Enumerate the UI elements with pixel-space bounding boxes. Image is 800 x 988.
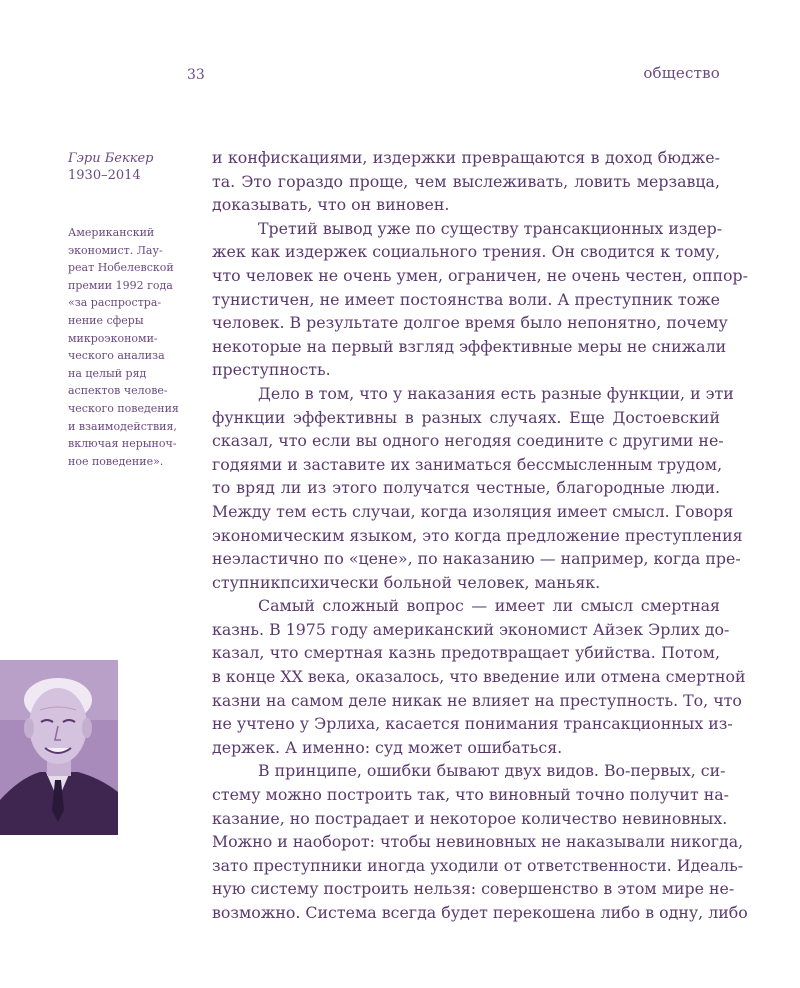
section-title: общество (643, 64, 720, 82)
text-line: тунистичен, не имеет постоянства воли. А преступник тоже (212, 289, 720, 309)
text-line: человек. В результате долгое время было непонятно, почему (212, 313, 728, 333)
text-line: в конце XX века, оказалось, что введение или отмена смертной (212, 667, 746, 687)
text-line: ступникпсихически больной человек, маньяк. (212, 572, 601, 592)
text-line: Между тем есть случаи, когда изоляция имеет смысл. Говоря (212, 501, 734, 521)
text-line: казал, что смертная казнь предотвращает убийства. Потом, (212, 643, 720, 663)
text-line: та. Это гораздо проще, чем выслеживать, ловить мерзавца, (212, 171, 720, 191)
text-line: неэластично по «цене», по наказанию — например, когда пре- (212, 549, 741, 569)
text-line: казнь. В 1975 году американский экономист Айзек Эрлих до- (212, 619, 730, 639)
text-line: возможно. Система всегда будет перекошена либо в одну, либо (212, 903, 748, 922)
text-line: держек. А именно: суд может ошибаться. (212, 737, 563, 757)
body-text (212, 146, 748, 925)
author-name: Гэри Беккер (68, 151, 154, 166)
text-line: Самый сложный вопрос — имеет ли смысл смертная (258, 596, 720, 616)
text-line: жек как издержек социального трения. Он сводится к тому, (212, 242, 720, 262)
text-line: преступность. (212, 360, 331, 380)
text-line: сказал, что если вы одного негодяя соедините с другими не- (212, 431, 724, 451)
text-line: некоторые на первый взгляд эффективные меры не снижали (212, 336, 727, 356)
text-line: функции эффективны в разных случаях. Еще Достоевский (212, 407, 720, 427)
text-line: Дело в том, что у наказания есть разные функции, и эти (258, 383, 734, 403)
portrait-photo-icon (0, 660, 118, 835)
text-line: зато преступники иногда уходили от ответственности. Идеаль- (212, 855, 744, 875)
text-line: и конфискациями, издержки превращаются в доход бюдже- (212, 148, 720, 167)
text-line: В принципе, ошибки бывают двух видов. Во-первых, си- (258, 761, 726, 781)
text-line: Третий вывод уже по существу трансакционных издер- (258, 218, 723, 238)
author-years: 1930–2014 (68, 168, 141, 183)
text-line: ную систему построить нельзя: совершенство в этом мире не- (212, 879, 735, 899)
author-bio: Американский экономист. Лау- реат Нобелевской премии 1992 года «за распростра- нение сферы микроэкономи- ческого анализа на целый ряд аспектов челове- ческого поведения и взаимодействия, включая нерыноч- ное поведение». (68, 226, 179, 468)
text-line: то вряд ли из этого получатся честные, благородные люди. (212, 478, 720, 498)
text-line: Можно и наоборот: чтобы невиновных не наказывали никогда, (212, 832, 744, 852)
text-line: стему можно построить так, что виновный точно получит на- (212, 785, 730, 805)
text-line: экономическим языком, это когда предложение преступления (212, 525, 743, 545)
portrait-illustration (0, 660, 118, 835)
author-sidebar (68, 150, 190, 470)
text-line: годяями и заставите их заниматься бессмысленным трудом, (212, 454, 723, 474)
text-line: доказывать, что он виновен. (212, 195, 450, 215)
text-line: казни на самом деле никак не влияет на преступность. То, что (212, 690, 742, 710)
text-line: казание, но пострадает и некоторое количество невиновных. (212, 808, 728, 828)
page-number: 33 (187, 67, 205, 83)
text-line: не учтено у Эрлиха, касается понимания трансакционных из- (212, 714, 733, 734)
text-line: что человек не очень умен, ограничен, не очень честен, оппор- (212, 265, 748, 285)
